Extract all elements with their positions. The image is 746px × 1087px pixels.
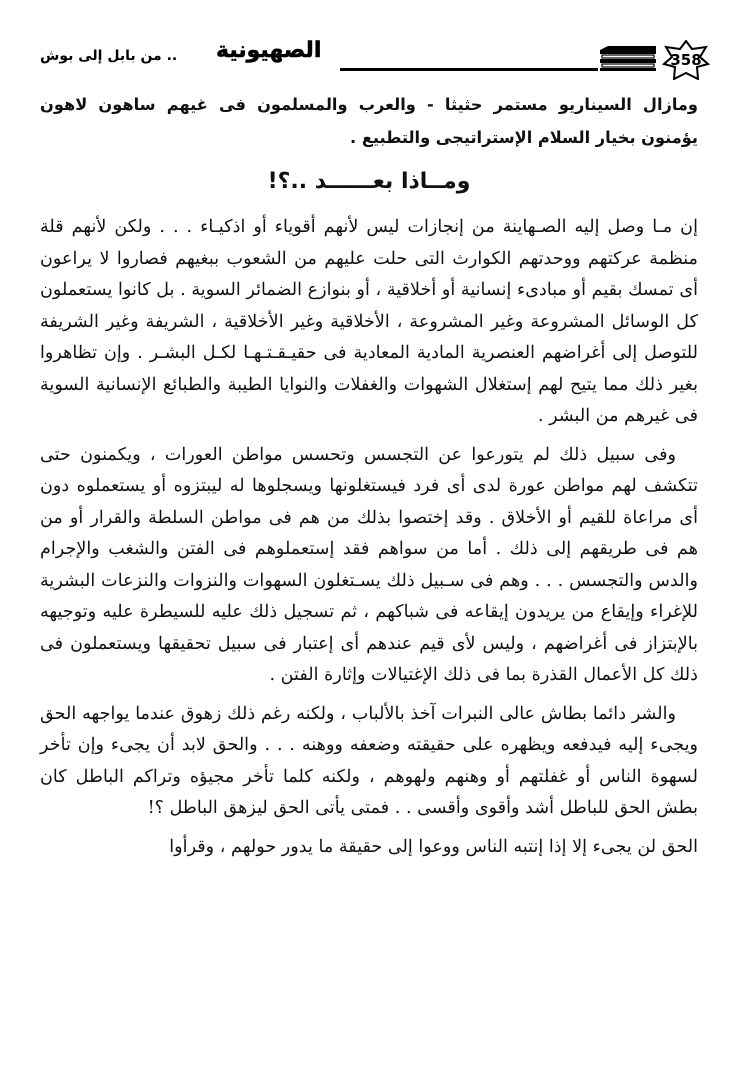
body-paragraph: إن مـا وصل إليه الصـهاينة من إنجازات ليس لأنهم أقوياء أو اذكيـاء . . . ولكن لأنهم قلة منظمة عركتهم ووحدتهم الكوارث التى حلت عليهم من الشعوب ببغيهم فصاروا لا يراعون أى تمسك بقيم أو مبادىء إنسانية أو أخلاقية ، أو بنوازع الضمائر السوية . بل كانوا يستعملون كل الوسائل المشروعة وغير المشروعة ، الأخلاقية وغير الأخلاقية ، الشريفة وغير الشريفة للتوصل إلى أغراضهم العنصرية المادية المعادية فى حقيـقـتـهـا لكـل البشـر . وإن تظاهروا بغير ذلك مما يتيح لهم إستغلال الشهوات والغفلات والنوايا الطيبة والطبائع الإنسانية السوية فى غيرهم من البشر . xyxy=(40,217,698,426)
page-number-badge xyxy=(662,40,710,80)
body-paragraph: الحق لن يجىء إلا إذا إنتبه الناس ووعوا إلى حقيقة ما يدور حولهم ، وقرأوا xyxy=(169,836,698,857)
book-stack-icon xyxy=(598,46,658,72)
page-header xyxy=(40,38,710,86)
book-subtitle: .. من بابل إلى بوش xyxy=(40,48,178,64)
header-rule xyxy=(340,68,598,71)
page-number: 358 xyxy=(670,51,702,69)
book-title: الصهيونية xyxy=(210,38,327,63)
body-paragraph: وفى سبيل ذلك لم يتورعوا عن التجسس وتحسس مواطن العورات ، ويكمنون حتى تتكشف لهم مواطن عورة لدى أى فرد فيستغلونها ويسجلوها له ليبتزوه أو يستعملوه دون أى مراعاة للقيم أو الأخلاق . وقد إختصوا بذلك من هم فى مواطن السلطة والقرار أو من هم فى طريقهم إلى ذلك . أما من سواهم فقد إستعملوهم فى الفتن والشغب والإجرام والدس والتجسس . . . وهم فى سـبيل ذلك يسـتغلون السهوات والنزوات والنزعات البشرية للإغراء وإيقاع من يريدون إيقاعه فى شباكهم ، ثم تسجيل ذلك عليه للسيطرة عليه وتوجيهه بالإبتزاز فى أغراضهم ، وليس لأى قيم عندهم أى إعتبار فى سبيل تحقيقها ويستعملون فى ذلك كل الأعمال القذرة بما فى ذلك الإغتيالات وإثارة الفتن . xyxy=(40,444,698,685)
page-content xyxy=(40,88,698,863)
body-paragraph: والشر دائما بطاش عالى النبرات آخذ بالألباب ، ولكنه رغم ذلك زهوق عندما يواجهه الحق ويجىء إليه فيدفعه ويظهره على حقيقته وضعفه ووهنه . . . والحق لابد أن يجىء وإن تأخر لسهوة الناس أو غفلتهم أو وهنهم ولهوهم ، ولكنه كلما تأخر مجيؤه وتراكم الباطل كان بطش الحق للباطل أشد وأقوى وأقسى . . فمتى يأتى الحق ليزهق الباطل ؟! xyxy=(40,703,698,818)
intro-paragraph: ومازال السيناريو مستمر حثيثا - والعرب والمسلمون فى غيهم ساهون لاهون يؤمنون بخيار السلام الإستراتيجى والتطبيع . xyxy=(40,95,698,147)
section-heading: ومــاذا بعــــــد ..؟! xyxy=(267,169,471,194)
